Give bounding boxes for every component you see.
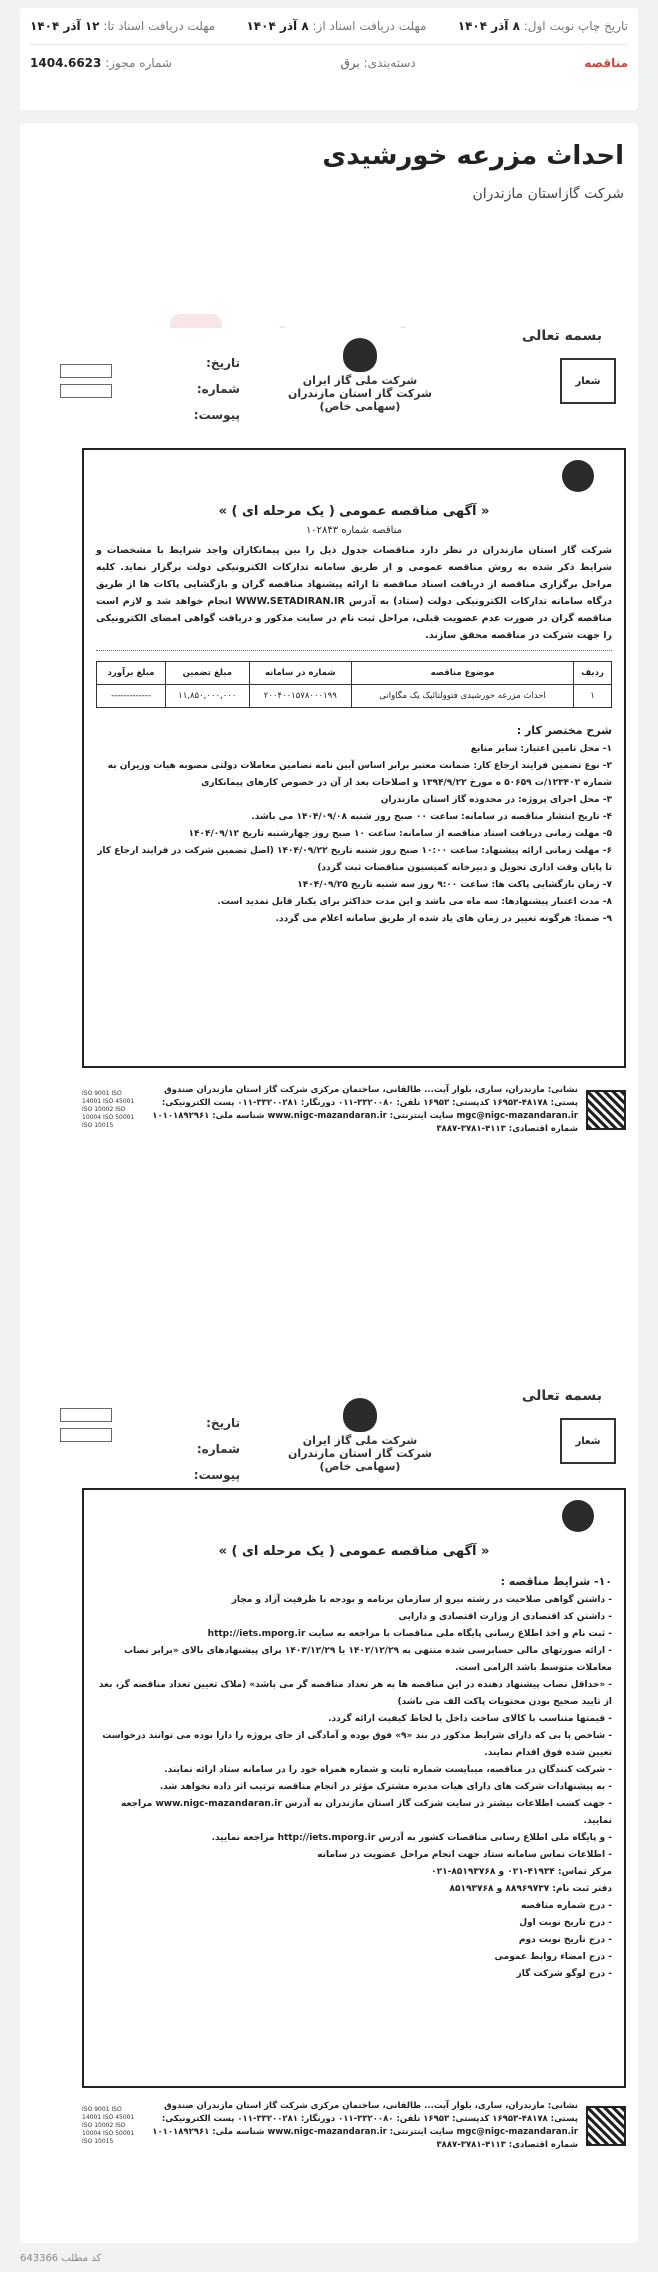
list-item: - داشتن کد اقتصادی از وزارت اقتصادی و دارایی: [398, 1612, 612, 1622]
announcement-title: « آگهی مناقصه عمومی ( یک مرحله ای ) »: [218, 1544, 490, 1559]
receive-from: مهلت دریافت اسناد از: ۸ آذر ۱۴۰۴: [246, 19, 427, 33]
list-item: - و پایگاه ملی اطلاع رسانی مناقصات کشور به آدرس http://iets.mporg.ir مراجعه نمایید.: [211, 1833, 612, 1843]
work-summary-title: شرح مختصر کار :: [516, 724, 612, 737]
article-code: [20, 2253, 101, 2264]
letter-head-labels: [120, 1410, 240, 1488]
list-item: - «حداقل نصاب پیشنهاد دهنده در این مناقصه ها به هر تعداد مناقصه گر می باشد» (ملاک تعیین تعداد مناقصه گر، بعد از تایید صحیح بودن محتویات پاکت الف می باشد): [98, 1680, 612, 1707]
table-cell: احداث مزرعه خورشیدی فتوولتائیک یک مگاواتی: [352, 685, 574, 708]
iso-certifications: ISO 9001 ISO 14001 ISO 45001 ISO 10002 ISO 10004 ISO 50001 ISO 10015: [82, 1090, 135, 1129]
list-item: ۶- مهلت زمانی ارائه پیشنهاد: ساعت ۱۰:۰۰ صبح روز شنبه تاریخ ۱۴۰۴/۰۹/۲۲ (اصل تضمین شرکت در فرایند ارجاع کار تا پایان وقت اداری تحویل و دبیرخانه کمیسیون مناقصات ثبت گردد): [97, 846, 612, 873]
tender-detail-card: [20, 123, 638, 2243]
company-name-2: شرکت گاز استان مازندران (سهامی خاص): [288, 387, 432, 413]
conditions-list: [96, 1592, 612, 1983]
footer-contact: نشانی: مازندران، ساری، بلوار آیت... طالقانی، ساختمان مرکزی شرکت گاز استان مازندران صندوق پستی: ۴۸۱۷۸-۱۶۹۵۳ کدپستی: ۱۶۹۵۳ تلفن: ۳۳۲۰۰۸۰-۰۱۱ دورنگار: ۳۳۲۰۰۲۸۱-۰۱۱ پست الکترونیکی: mgc@nigc-mazandaran.ir سایت اینترنتی: www.nigc-mazandaran.ir شناسه ملی: ۱۰۱۰۱۸۹۲۹۶۱ شماره اقتصادی: ۴۱۱۳-۳۷۸۱-۳۸۸۷: [152, 2101, 578, 2150]
basmala: بسمه تعالی: [521, 328, 602, 344]
announcement-frame: [82, 448, 626, 1068]
list-item: - اطلاعات تماس سامانه ستاد جهت انجام مراحل عضویت در سامانه: [317, 1850, 612, 1860]
flame-logo-icon: [343, 338, 377, 372]
stamp-box: [60, 384, 112, 398]
announcement-intro: شرکت گاز استان مازندران در نظر دارد مناقصات جدول ذیل را بین پیمانکاران واجد شرایط با مشخصات و شرایط ذکر شده به روش مناقصه عمومی و از طریق سامانه تدارکات الکترونیکی دولت برگزار نماید. کلیه مراحل برگزاری مناقصه از دریافت اسناد مناقصه تا ارائه پیشنهاد مناقصه گران و بازگشایی پاکات ها از طریق درگاه سامانه تدارکات الکترونیکی دولت (ستاد) به آدرس WWW.SETADIRAN.IR انجام خواهد شد و لازم است مناقصه گران در صورت عدم عضویت قبلی، مراحل ثبت نام در سایت مذکور و دریافت گواهی امضای الکترونیکی را جهت شرکت در مناقصه محقق سازند.: [96, 545, 612, 641]
table-header: موضوع مناقصه: [352, 662, 574, 685]
attach-label: پیوست:: [193, 408, 240, 422]
date-label: تاریخ:: [206, 1416, 240, 1430]
stamp-box: [60, 1408, 112, 1422]
tender-type-link[interactable]: مناقصه: [584, 56, 628, 70]
list-item: ۸- مدت اعتبار پیشنهادها: سه ماه می باشد و این مدت حداکثر برای یکبار قابل تمدید است.: [217, 897, 612, 907]
table-cell: ۱۱,۸۵۰,۰۰۰,۰۰۰: [166, 685, 250, 708]
list-item: - شاخص با بی که دارای شرایط مذکور در بند «۹» فوق بوده و آمادگی از جای پروژه را دارا بوده می توانند درخواست تعیین شده فوق اقدام نمایند.: [102, 1731, 612, 1758]
announcement-title: « آگهی مناقصه عمومی ( یک مرحله ای ) »: [218, 504, 490, 519]
list-item: ۷- زمان بازگشایی پاکت ها: ساعت ۹:۰۰ روز سه شنبه تاریخ ۱۴۰۴/۰۹/۲۵: [297, 880, 612, 890]
table-header: ردیف: [574, 662, 612, 685]
list-item: - درج لوگو شرکت گاز: [516, 1969, 612, 1979]
list-item: ۲- نوع تضمین فرایند ارجاع کار: ضمانت معتبر برابر اساس آیین نامه تضامین معاملات دولتی مصوبه هیات وزیران به شماره ۱۲۳۴۰۲/ت ۵۰۶۵۹ ه مورخ ۱۳۹۴/۹/۲۲ و اصلاحات بعد از آن در خصوص کارهای پیمانکاری: [107, 761, 612, 788]
qr-code-icon: [586, 2106, 626, 2146]
list-item: ۴- تاریخ انتشار مناقصه در سامانه: ساعت ۰۰ صبح روز شنبه ۱۴۰۴/۰۹/۰۸ می باشد.: [251, 812, 612, 822]
license-number: شماره مجوز: 1404.6623: [30, 56, 172, 70]
list-item: - درج امضاء روابط عمومی: [494, 1952, 612, 1962]
tender-document-page-2: [60, 1388, 638, 2178]
list-item: ۱- محل تامین اعتبار: سایر منابع: [470, 744, 612, 754]
list-item: - به پیشنهادات شرکت های دارای هیات مدیره مشترک مؤثر در انجام مناقصه ترتیب اثر داده نخواهد شد.: [159, 1782, 612, 1792]
iso-certifications: ISO 9001 ISO 14001 ISO 45001 ISO 10002 ISO 10004 ISO 50001 ISO 10015: [82, 2106, 135, 2145]
announcement-frame: [82, 1488, 626, 2088]
company-name-1: شرکت ملی گاز ایران: [302, 1434, 418, 1447]
list-item: ۹- ضمنا: هرگونه تغییر در زمان های یاد شده از طریق سامانه اعلام می گردد.: [275, 914, 612, 924]
list-item: - داشتن گواهی صلاحیت در رشته نیرو از سازمان برنامه و بودجه با ظرفیت آزاد و مجاز: [231, 1595, 612, 1605]
organization-name: شرکت گازاستان مازندران: [472, 186, 624, 202]
letter-footer: [82, 1080, 626, 1140]
article-code-value: 643366: [20, 2253, 59, 2264]
company-name-1: شرکت ملی گاز ایران: [302, 374, 418, 387]
separator: [96, 650, 612, 651]
list-item: ۳- محل اجرای پروژه: در محدوده گاز استان مازندران: [380, 795, 612, 805]
list-item: - ارائه صورتهای مالی حسابرسی شده منتهی به ۱۴۰۲/۱۲/۲۹ یا ۱۴۰۳/۱۲/۲۹ برای پیشنهادهای بالای «برابر نصاب معاملات متوسط باشد الزامی است.: [123, 1646, 612, 1673]
flame-logo-icon: [343, 1398, 377, 1432]
tender-info-bar: [20, 8, 638, 110]
table-cell: -------------: [97, 685, 166, 708]
table-header: مبلغ برآورد: [97, 662, 166, 685]
nigc-logo: [270, 338, 450, 413]
category: دسته‌بندی: برق: [340, 56, 416, 70]
list-item: ۵- مهلت زمانی دریافت اسناد مناقصه از سامانه: ساعت ۱۰ صبح روز چهارشنبه تاریخ ۱۴۰۴/۰۹/۱۲: [188, 829, 612, 839]
print-date: تاریخ چاپ نوبت اول: ۸ آذر ۱۴۰۴: [457, 19, 628, 33]
table-header: مبلغ تضمین: [166, 662, 250, 685]
date-label: تاریخ:: [206, 356, 240, 370]
letter-head-labels: [120, 350, 240, 428]
tender-document-page-1: [60, 328, 638, 1268]
slogan-box: شعار: [560, 358, 616, 404]
table-row: [97, 685, 612, 708]
list-item: دفتر ثبت نام: ۸۸۹۶۹۷۳۷ و ۸۵۱۹۳۷۶۸: [449, 1884, 612, 1894]
list-item: - قیمتها متناسب با کالای ساخت داخل یا لحاظ کیفیت ارائه گردد.: [328, 1714, 612, 1724]
list-item: - درج شماره مناقصه: [520, 1901, 612, 1911]
table-cell: ۱: [574, 685, 612, 708]
info-row-dates: [20, 8, 638, 44]
stamp-box: [60, 1428, 112, 1442]
announcement-number: مناقصه شماره ۱۰۲۸۴۳: [305, 525, 403, 536]
list-item: - درج تاریخ نوبت اول: [519, 1918, 612, 1928]
page-title: احداث مزرعه خورشیدی: [322, 141, 624, 171]
company-logo-icon: [562, 460, 594, 492]
list-item: مرکز تماس: ۴۱۹۳۴-۰۲۱ و ۸۵۱۹۳۷۶۸-۰۲۱: [431, 1867, 612, 1877]
number-label: شماره:: [196, 382, 240, 396]
table-header-row: [97, 662, 612, 685]
attach-label: پیوست:: [193, 1468, 240, 1482]
list-item: - جهت کسب اطلاعات بیشتر در سایت شرکت گاز استان مازندران به آدرس www.nigc-mazandaran.ir مراجعه نمایید.: [121, 1799, 612, 1826]
table-header: شماره در سامانه: [249, 662, 351, 685]
stamp-box: [60, 364, 112, 378]
info-row-meta: [20, 45, 638, 81]
table-cell: ۲۰۰۴۰۰۱۵۷۸۰۰۰۱۹۹: [249, 685, 351, 708]
company-name-2: شرکت گاز استان مازندران (سهامی خاص): [288, 1447, 432, 1473]
footer-contact: نشانی: مازندران، ساری، بلوار آیت... طالقانی، ساختمان مرکزی شرکت گاز استان مازندران صندوق پستی: ۴۸۱۷۸-۱۶۹۵۳ کدپستی: ۱۶۹۵۳ تلفن: ۳۳۲۰۰۸۰-۰۱۱ دورنگار: ۳۳۲۰۰۲۸۱-۰۱۱ پست الکترونیکی: mgc@nigc-mazandaran.ir سایت اینترنتی: www.nigc-mazandaran.ir شناسه ملی: ۱۰۱۰۱۸۹۲۹۶۱ شماره اقتصادی: ۴۱۱۳-۳۷۸۱-۳۸۸۷: [152, 1085, 578, 1134]
qr-code-icon: [586, 1090, 626, 1130]
nigc-logo: [270, 1398, 450, 1473]
slogan-box: شعار: [560, 1418, 616, 1464]
receive-to: مهلت دریافت اسناد تا: ۱۲ آذر ۱۴۰۴: [30, 19, 216, 33]
number-label: شماره:: [196, 1442, 240, 1456]
company-logo-icon: [562, 1500, 594, 1532]
list-item: - درج تاریخ نوبت دوم: [518, 1935, 612, 1945]
conditions-title: ۱۰- شرایط مناقصه :: [500, 1575, 612, 1588]
letter-footer: [82, 2096, 626, 2156]
basmala: بسمه تعالی: [521, 1388, 602, 1404]
list-item: - شرکت کنندگان در مناقصه، میبایست شماره ثابت و شماره همراه خود را در سامانه ستاد ارائه نمایند.: [164, 1765, 612, 1775]
tender-table: [96, 661, 612, 708]
list-item: - ثبت نام و اخذ اطلاع رسانی پایگاه ملی مناقصات با مراجعه به سایت http://iets.mporg.ir: [207, 1629, 612, 1639]
work-summary-list: [96, 741, 612, 928]
article-code-label: کد مطلب: [61, 2253, 102, 2264]
